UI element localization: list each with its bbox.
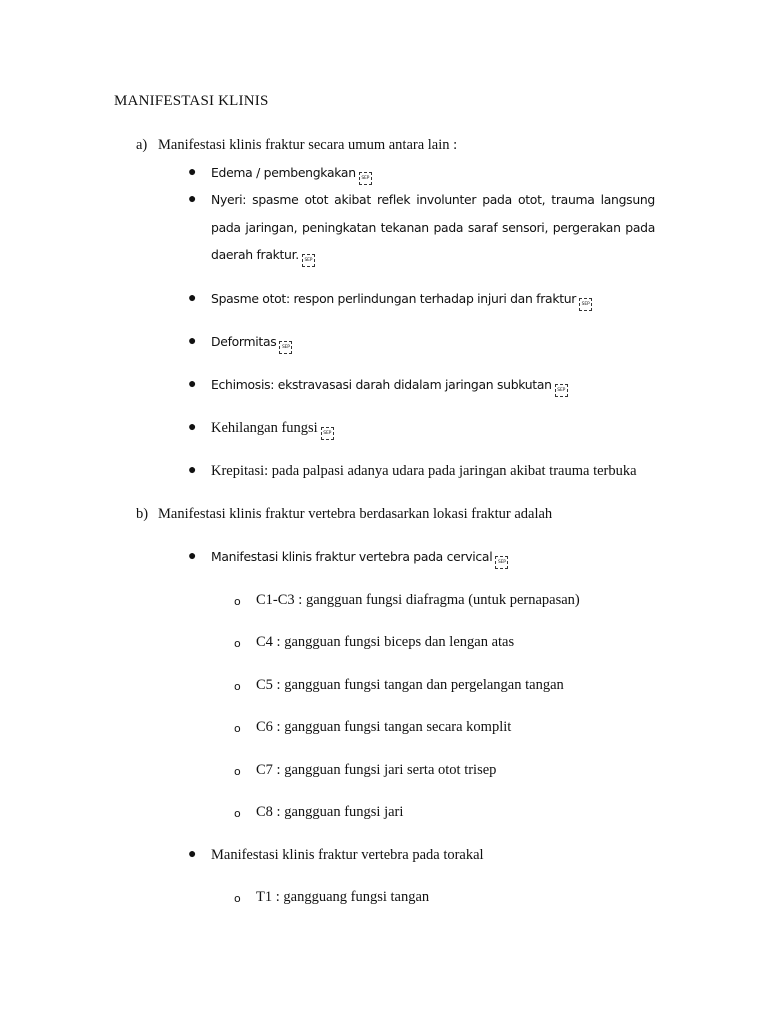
sep-placeholder-icon: SEP: [495, 556, 508, 569]
list-item: [211, 165, 372, 185]
bullet-icon: ●: [188, 420, 197, 435]
list-item: [211, 334, 292, 354]
list-item-text: Deformitas: [211, 334, 277, 349]
circle-bullet-icon: o: [234, 637, 241, 650]
section-a-marker: a): [136, 137, 148, 153]
circle-bullet-icon: o: [234, 892, 241, 905]
group-label: Manifestasi klinis fraktur vertebra pada torakal: [211, 847, 484, 863]
sep-placeholder-icon: SEP: [279, 341, 292, 354]
sub-list-item: C5 : gangguan fungsi tangan dan pergelangan tangan: [256, 677, 564, 693]
document-title: MANIFESTASI KLINIS: [114, 93, 269, 109]
bullet-icon: ●: [188, 463, 197, 478]
circle-bullet-icon: o: [234, 722, 241, 735]
sep-placeholder-icon: SEP: [359, 172, 372, 185]
circle-bullet-icon: o: [234, 807, 241, 820]
bullet-icon: ●: [188, 291, 197, 306]
list-item-text: Edema / pembengkakan: [211, 165, 356, 180]
sub-list-item: C1-C3 : gangguan fungsi diafragma (untuk pernapasan): [256, 592, 580, 608]
list-item-text: Kehilangan fungsi: [211, 420, 318, 436]
list-item-text: Echimosis: ekstravasasi darah didalam jaringan subkutan: [211, 377, 552, 392]
bullet-icon: ●: [188, 165, 197, 180]
sub-list-item: C4 : gangguan fungsi biceps dan lengan atas: [256, 634, 515, 650]
list-item: [211, 377, 568, 397]
bullet-icon: ●: [188, 377, 197, 392]
list-item: [211, 186, 655, 269]
bullet-icon: ●: [188, 192, 197, 207]
circle-bullet-icon: o: [234, 765, 241, 778]
bullet-icon: ●: [188, 847, 197, 862]
list-item: [211, 291, 592, 311]
list-item-text: Spasme otot: respon perlindungan terhadap injuri dan fraktur: [211, 291, 577, 306]
sep-placeholder-icon: SEP: [579, 298, 592, 311]
section-a-heading: Manifestasi klinis fraktur secara umum antara lain :: [158, 137, 458, 153]
section-b-heading: Manifestasi klinis fraktur vertebra berdasarkan lokasi fraktur adalah: [158, 506, 553, 522]
sep-placeholder-icon: SEP: [321, 427, 334, 440]
sep-placeholder-icon: SEP: [555, 384, 568, 397]
list-item-text: Nyeri: spasme otot akibat reflek involunter pada otot, trauma langsung pada jaringan, peningkatan tekanan pada saraf sensori, pergerakan pada daerah fraktur.: [211, 192, 655, 262]
bullet-icon: ●: [188, 549, 197, 564]
group-label: [211, 549, 508, 569]
sub-list-item: C7 : gangguan fungsi jari serta otot trisep: [256, 762, 497, 778]
group-label-text: Manifestasi klinis fraktur vertebra pada cervical: [211, 549, 493, 564]
circle-bullet-icon: o: [234, 595, 241, 608]
sep-placeholder-icon: SEP: [302, 254, 315, 267]
bullet-icon: ●: [188, 334, 197, 349]
list-item: [211, 463, 637, 480]
list-item: [211, 420, 334, 440]
sub-list-item: C6 : gangguan fungsi tangan secara komplit: [256, 719, 512, 735]
sub-list-item: C8 : gangguan fungsi jari: [256, 804, 404, 820]
section-b-marker: b): [136, 506, 149, 522]
circle-bullet-icon: o: [234, 680, 241, 693]
sub-list-item: T1 : gangguang fungsi tangan: [256, 889, 430, 905]
list-item-text: Krepitasi: pada palpasi adanya udara pada jaringan akibat trauma terbuka: [211, 463, 637, 479]
